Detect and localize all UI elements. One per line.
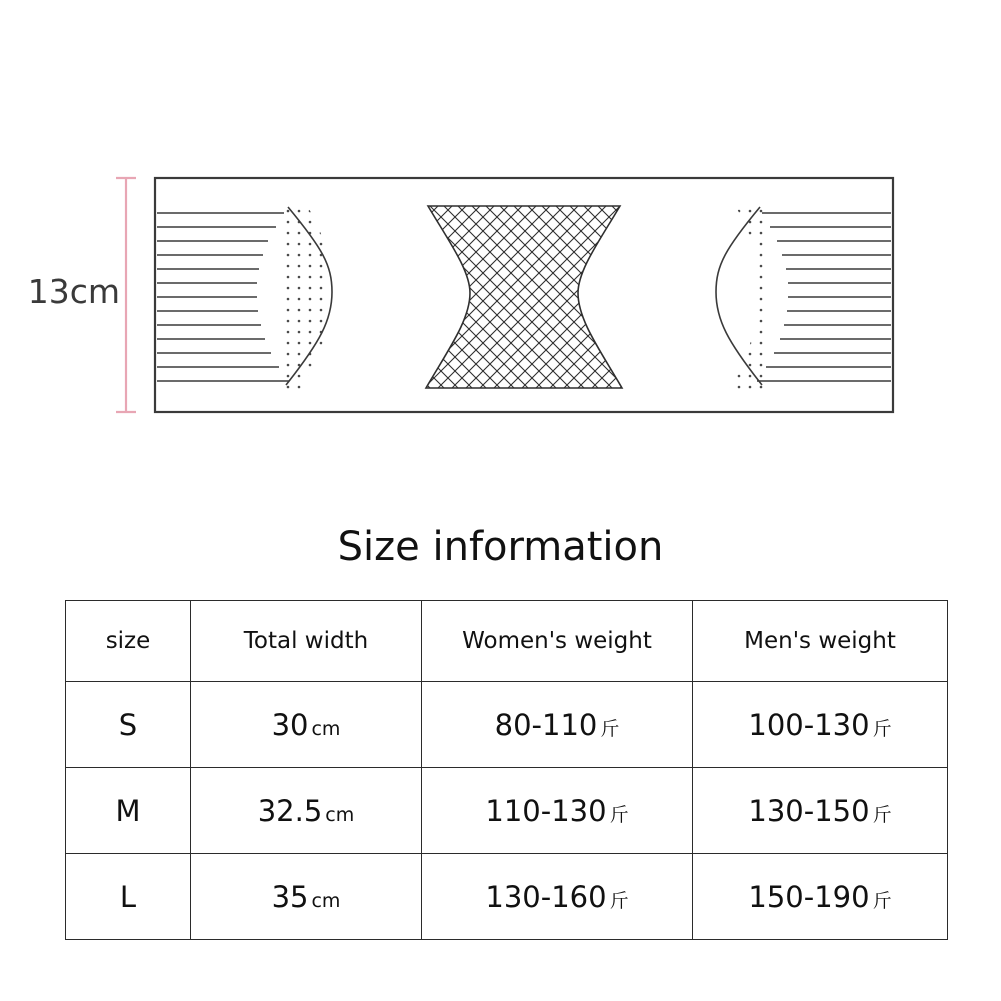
table-row [66,854,948,940]
cell-total-width [191,854,422,940]
width-value: 32.5 [257,793,323,828]
dimension-line [116,178,136,412]
cell-mens-weight [693,854,948,940]
men-value: 150-190 [748,879,870,914]
men-value: 100-130 [748,707,870,742]
women-value: 80-110 [494,707,598,742]
cell-size: M [66,768,191,854]
header-womens-weight: Women's weight [422,601,693,682]
table-row [66,682,948,768]
width-value: 30 [271,707,309,742]
table-row [66,768,948,854]
women-unit: 斤 [609,889,629,912]
height-dimension-label: 13cm [27,272,120,311]
cell-size: L [66,854,191,940]
width-value: 35 [271,879,309,914]
cell-total-width [191,768,422,854]
width-unit: cm [325,803,355,826]
width-unit: cm [311,717,341,740]
cell-size: S [66,682,191,768]
men-unit: 斤 [872,889,892,912]
men-value: 130-150 [748,793,870,828]
header-size: size [66,601,191,682]
width-unit: cm [311,889,341,912]
men-unit: 斤 [872,803,892,826]
cell-womens-weight [422,768,693,854]
page-title: Size information [337,524,664,570]
product-diagram [0,0,1001,500]
cell-mens-weight [693,768,948,854]
men-unit: 斤 [872,717,892,740]
women-unit: 斤 [600,717,620,740]
women-value: 110-130 [485,793,607,828]
women-unit: 斤 [609,803,629,826]
cell-womens-weight [422,682,693,768]
cell-mens-weight [693,682,948,768]
belt-line-drawing [0,0,1001,500]
cell-womens-weight [422,854,693,940]
size-information-table [65,600,948,940]
cell-total-width [191,682,422,768]
table-header-row [66,601,948,682]
women-value: 130-160 [485,879,607,914]
header-total-width: Total width [191,601,422,682]
header-mens-weight: Men's weight [693,601,948,682]
